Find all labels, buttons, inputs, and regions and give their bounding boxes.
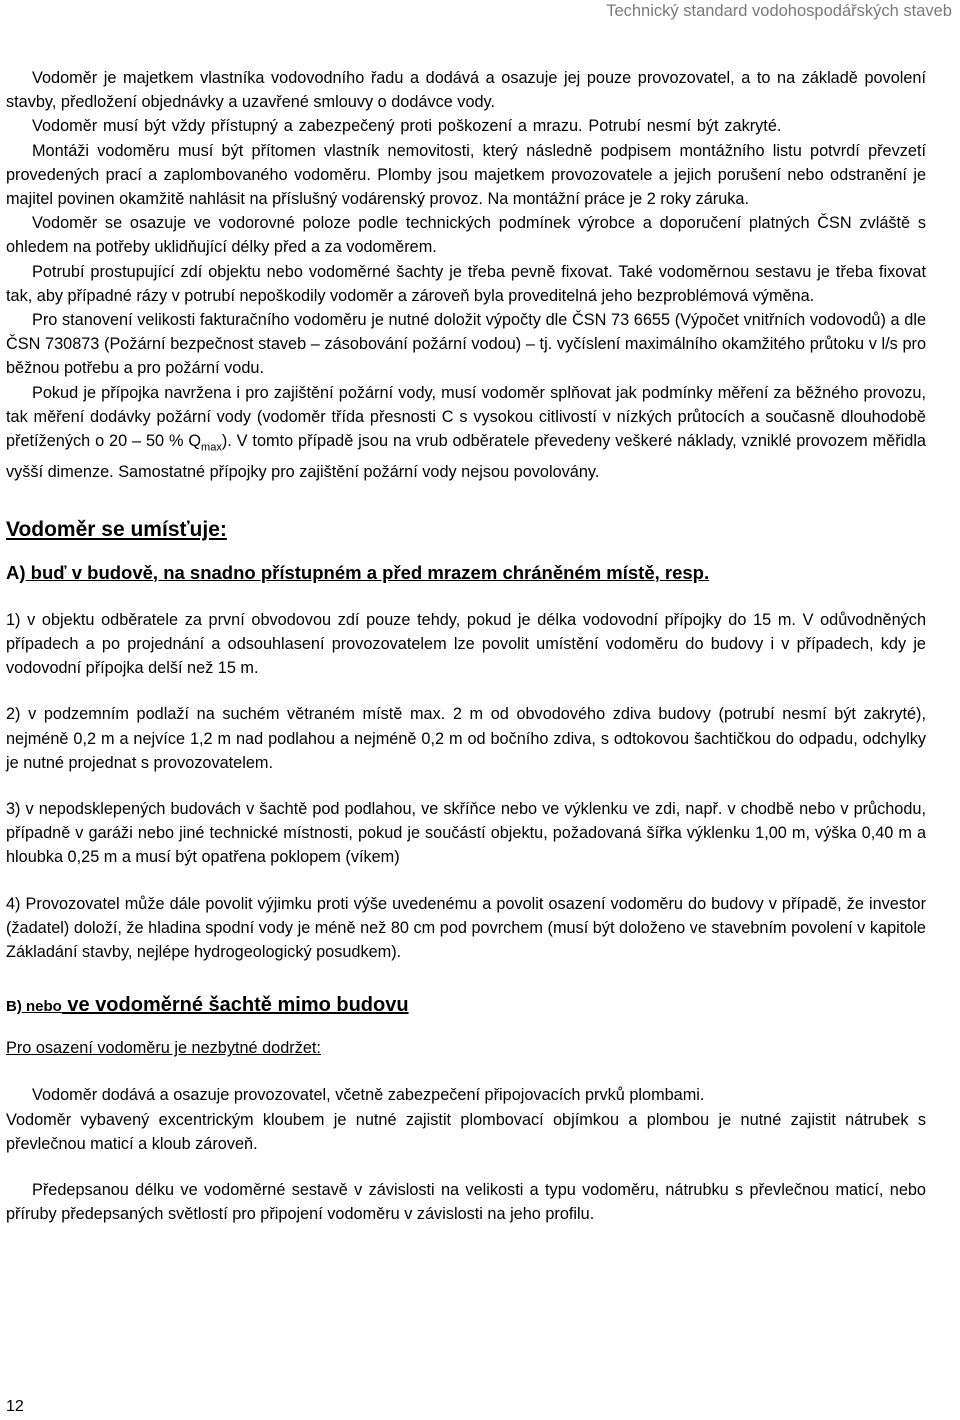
- page-header: Technický standard vodohospodářských staveb: [606, 2, 952, 20]
- option-b-title: ve vodoměrné šachtě mimo budovu: [61, 994, 409, 1017]
- document-body: [6, 66, 926, 1226]
- paragraph-orientation: Vodoměr se osazuje ve vodorovné poloze podle technických podmínek výrobce a doporučení platných ČSN zvláště s ohledem na potřeby uklidňující délky před a za vodoměrem.: [6, 214, 926, 257]
- fire-water-text-a: Pokud je přípojka navržena i pro zajištění požární vody, musí vodoměr splňovat jak podmínky měření za běžného provozu, tak měření dodávky požární vody (vodoměr třída přesnosti C s vysokou citlivostí v nízkých průtocích a současně dlouhodobě přetížených o 20 – 50 % Q: [6, 383, 926, 451]
- paragraph-installation: Montáži vodoměru musí být přítomen vlastník nemovitosti, který následně podpisem montážního listu potvrdí převzetí provedených prací a zaplombovaného vodoměru. Plomby jsou majetkem provozovatele a jejich porušení nebo odstranění je majitel povinen okamžitě nahlásit na příslušný vodárenský provoz. Na montážní práce je 2 roky záruka.: [6, 141, 926, 209]
- option-b-subheading: Pro osazení vodoměru je nezbytné dodržet:: [6, 1039, 321, 1058]
- paragraph-ownership: Vodoměr je majetkem vlastníka vodovodního řadu a dodává a osazuje jej pouze provozovatel, a to na základě povolení stavby, předložení objednávky a uzavřené smlouvy o dodávce vody.: [6, 69, 926, 112]
- paragraph-accessibility: Vodoměr musí být vždy přístupný a zabezpečený proti poškození a mrazu. Potrubí nesmí být zakryté.: [32, 117, 782, 136]
- option-b-heading: [6, 992, 926, 1020]
- option-a-prefix: A): [6, 561, 26, 583]
- paragraph-supply: Vodoměr dodává a osazuje provozovatel, včetně zabezpečení připojovacích prvků plombami.: [32, 1086, 705, 1105]
- paragraph-prescribed-length: Předepsanou délku ve vodoměrné sestavě v závislosti na velikosti a typu vodoměru, nátrubku s převlečnou maticí, nebo příruby předepsaných světlostí pro připojení vodoměru v závislosti na jeho profilu.: [6, 1180, 926, 1224]
- list-item-1: 1) v objektu odběratele za první obvodovou zdí pouze tehdy, pokud je délka vodovodní přípojky do 15 m. V odůvodněných případech a po projednání a odsouhlasení provozovatelem lze povolit umístění vodoměru do budovy i v případech, kdy je vodovodní přípojka delší než 15 m.: [6, 610, 926, 678]
- paragraph-fixation: Potrubí prostupující zdí objektu nebo vodoměrné šachty je třeba pevně fixovat. Také vodoměrnou sestavu je třeba fixovat tak, aby případné rázy v potrubí nepoškodily vodoměr a zároveň byla proveditelná jeho bezproblémová výměna.: [6, 262, 926, 305]
- section-heading: Vodoměr se umísťuje:: [6, 517, 227, 541]
- fire-water-text-b: ). V tomto případě jsou na vrub odběratele převedeny veškeré náklady, vzniklé provozem měřidla vyšší dimenze. Samostatné přípojky pro zajištění požární vody nejsou povolovány.: [6, 432, 926, 481]
- paragraph-sizing: Pro stanovení velikosti fakturačního vodoměru je nutné doložit výpočty dle ČSN 73 6655 (Výpočet vnitřních vodovodů) a dle ČSN 730873 (Požární bezpečnost staveb – zásobování požární vodou) – tj. vyčíslení maximálního okamžitého průtoku v l/s pro běžnou potřebu a pro požární vodu.: [6, 311, 926, 378]
- option-b-or: nebo: [21, 998, 62, 1016]
- option-a-title: buď v budově, na snadno přístupném a před mrazem chráněném místě, resp.: [25, 561, 710, 583]
- list-item-3: 3) v nepodsklepených budovách v šachtě pod podlahou, ve skříňce nebo ve výklenku ve zdi, např. v chodbě nebo v průchodu, případně v garáži nebo jiné technické místnosti, pokud je součástí objektu, požadovaná šířka výklenku 1,00 m, výška 0,40 m a hloubka 0,25 m a musí být opatřena poklopem (víkem): [6, 799, 926, 867]
- option-b-prefix: B): [6, 998, 22, 1016]
- option-a-heading: [6, 561, 926, 585]
- list-item-2: 2) v podzemním podlaží na suchém větraném místě max. 2 m od obvodového zdiva budovy (potrubí nesmí být zakryté), nejméně 0,2 m a nejvíce 1,2 m nad podlahou a nejméně 0,2 m od bočního zdiva, s odtokovou šachtičkou do odpadu, odchylky je nutné projednat s provozovatelem.: [6, 705, 926, 772]
- paragraph-eccentric-joint: Vodoměr vybavený excentrickým kloubem je nutné zajistit plombovací objímkou a plombou je nutné zajistit nátrubek s převlečnou maticí a kloub zároveň.: [6, 1110, 926, 1153]
- paragraph-fire-water: [6, 381, 926, 484]
- q-max-subscript: max: [201, 441, 222, 454]
- page-number: 12: [6, 1398, 24, 1415]
- list-item-4: 4) Provozovatel může dále povolit výjimku proti výše uvedenému a povolit osazení vodoměru do budovy v případě, že investor (žadatel) doloží, že hladina spodní vody je méně než 80 cm pod povrchem (musí být doloženo ve stavebním povolení v kapitole Základání stavby, nejlépe hydrogeologický posudkem).: [6, 894, 926, 961]
